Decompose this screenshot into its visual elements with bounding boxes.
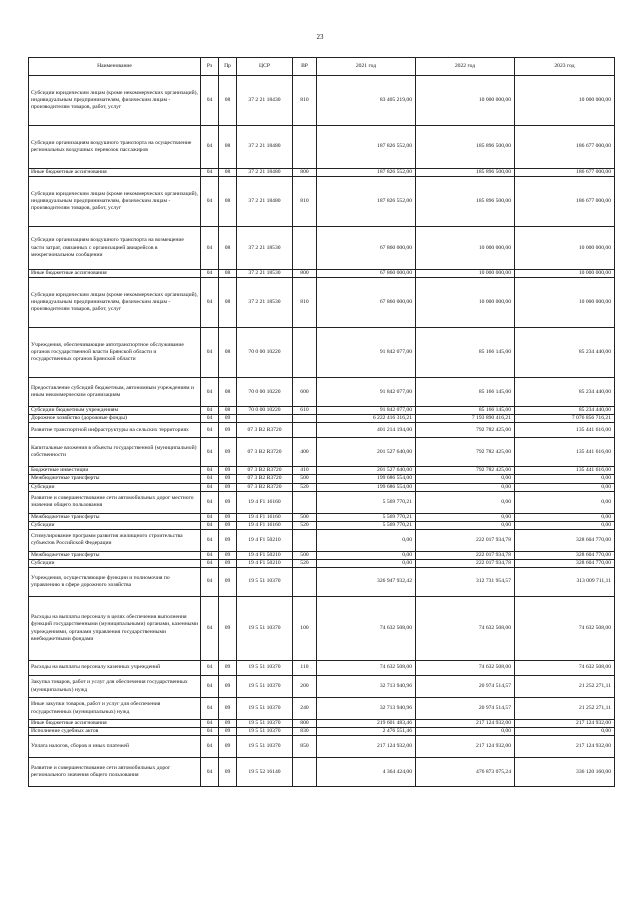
row-csr-cell: 70 0 00 10220 [237, 328, 293, 378]
row-2023-cell: 186 677 000,00 [515, 177, 615, 227]
table-row [29, 736, 615, 758]
table-row [29, 415, 615, 423]
row-2023-cell: 186 677 000,00 [515, 169, 615, 177]
row-2022-cell: 222 017 934,78 [416, 551, 515, 559]
header-2022: 2022 год [416, 58, 515, 76]
row-name-cell: Субсидии юридическим лицам (кроме некоммерческих организаций), индивидуальным предпринимателям, физическим лицам - производителям товаров, работ, услуг [29, 278, 201, 328]
row-2022-cell: 20 974 514,57 [416, 676, 515, 698]
row-vr-cell: 240 [293, 698, 317, 720]
row-pr-cell: 08 [219, 378, 237, 407]
table-row [29, 169, 615, 177]
row-2023-cell: 217 124 932,00 [515, 736, 615, 758]
row-vr-cell [293, 568, 317, 597]
row-csr-cell: 19 4 F1 50210 [237, 559, 293, 567]
row-2022-cell: 0,00 [416, 475, 515, 483]
row-pr-cell: 09 [219, 521, 237, 529]
row-vr-cell [293, 529, 317, 551]
row-rz-cell: 04 [201, 177, 219, 227]
row-vr-cell: 520 [293, 559, 317, 567]
row-2023-cell: 0,00 [515, 483, 615, 491]
row-rz-cell: 04 [201, 728, 219, 736]
row-2023-cell: 0,00 [515, 513, 615, 521]
row-2022-cell: 185 896 500,00 [416, 177, 515, 227]
row-2022-cell: 85 166 145,00 [416, 378, 515, 407]
row-csr-cell: 19 5 51 10370 [237, 720, 293, 728]
row-vr-cell: 600 [293, 378, 317, 407]
row-csr-cell: 37 2 21 18480 [237, 169, 293, 177]
row-name-cell: Субсидии юридическим лицам (кроме некоммерческих организаций), индивидуальным предпринимателям, физическим лицам - производителям товаров, работ, услуг [29, 76, 201, 126]
row-name-cell: Межбюджетные трансферты [29, 513, 201, 521]
table-row [29, 568, 615, 597]
row-name-cell: Капитальные вложения в объекты государственной (муниципальной) собственности [29, 438, 201, 467]
row-name-cell: Субсидии юридическим лицам (кроме некоммерческих организаций), индивидуальным предпринимателям, физическим лицам - производителям товаров, работ, услуг [29, 177, 201, 227]
row-csr-cell: 07 3 B2 R3720 [237, 483, 293, 491]
row-pr-cell: 08 [219, 328, 237, 378]
row-2023-cell: 313 009 711,11 [515, 568, 615, 597]
header-row [29, 58, 615, 76]
table-row [29, 559, 615, 567]
table-row [29, 529, 615, 551]
row-2021-cell: 2 476 551,46 [317, 728, 416, 736]
row-2022-cell: 20 974 514,57 [416, 698, 515, 720]
row-2023-cell: 135 441 616,00 [515, 423, 615, 438]
row-name-cell: Закупка товаров, работ и услуг для обеспечения государственных (муниципальных) нужд [29, 676, 201, 698]
row-csr-cell: 19 4 F1 50210 [237, 529, 293, 551]
row-2023-cell: 21 252 271,11 [515, 676, 615, 698]
row-2023-cell: 10 000 000,00 [515, 227, 615, 270]
row-2021-cell: 5 569 770,21 [317, 513, 416, 521]
row-2021-cell: 187 826 552,00 [317, 126, 416, 169]
row-csr-cell: 19 5 51 10370 [237, 698, 293, 720]
row-vr-cell: 520 [293, 521, 317, 529]
table-row [29, 483, 615, 491]
row-vr-cell [293, 423, 317, 438]
row-vr-cell: 200 [293, 676, 317, 698]
row-2022-cell: 222 017 934,78 [416, 559, 515, 567]
row-rz-cell: 04 [201, 415, 219, 423]
row-2022-cell: 0,00 [416, 491, 515, 513]
row-2023-cell: 10 000 000,00 [515, 76, 615, 126]
row-pr-cell: 09 [219, 597, 237, 661]
row-2022-cell: 792 782 425,00 [416, 438, 515, 467]
row-csr-cell: 19 4 F1 50210 [237, 551, 293, 559]
row-name-cell: Иные бюджетные ассигнования [29, 169, 201, 177]
row-2021-cell: 0,00 [317, 559, 416, 567]
row-vr-cell: 800 [293, 720, 317, 728]
row-csr-cell: 07 3 B2 R3720 [237, 475, 293, 483]
row-pr-cell: 08 [219, 270, 237, 278]
row-2021-cell: 5 569 770,21 [317, 491, 416, 513]
row-2023-cell: 85 234 440,00 [515, 407, 615, 415]
table-row [29, 76, 615, 126]
row-name-cell: Иные бюджетные ассигнования [29, 720, 201, 728]
header-2023: 2023 год [515, 58, 615, 76]
row-vr-cell: 500 [293, 513, 317, 521]
row-2021-cell: 32 713 940,96 [317, 698, 416, 720]
row-2023-cell: 135 441 616,00 [515, 438, 615, 467]
row-rz-cell: 04 [201, 227, 219, 270]
row-2021-cell: 67 860 000,00 [317, 270, 416, 278]
row-csr-cell: 07 3 B2 R3720 [237, 423, 293, 438]
row-pr-cell: 09 [219, 559, 237, 567]
row-rz-cell: 04 [201, 483, 219, 491]
row-pr-cell: 09 [219, 661, 237, 676]
row-2023-cell: 328 604 770,00 [515, 559, 615, 567]
row-2021-cell: 201 527 640,00 [317, 467, 416, 475]
row-rz-cell: 04 [201, 758, 219, 787]
row-pr-cell: 09 [219, 513, 237, 521]
row-2022-cell: 792 782 425,00 [416, 467, 515, 475]
row-vr-cell [293, 415, 317, 423]
row-2021-cell: 91 842 077,00 [317, 378, 416, 407]
row-vr-cell [293, 227, 317, 270]
row-pr-cell: 09 [219, 475, 237, 483]
row-2022-cell: 10 000 000,00 [416, 227, 515, 270]
header-2021: 2021 год [317, 58, 416, 76]
row-2023-cell: 74 632 508,00 [515, 661, 615, 676]
row-2022-cell: 185 896 500,00 [416, 169, 515, 177]
row-name-cell: Бюджетные инвестиции [29, 467, 201, 475]
row-vr-cell: 610 [293, 407, 317, 415]
row-vr-cell [293, 491, 317, 513]
row-2021-cell: 67 860 000,00 [317, 227, 416, 270]
row-name-cell: Иные бюджетные ассигнования [29, 270, 201, 278]
table-row [29, 728, 615, 736]
row-rz-cell: 04 [201, 513, 219, 521]
row-2023-cell: 74 632 508,00 [515, 597, 615, 661]
row-2023-cell: 21 252 271,11 [515, 698, 615, 720]
row-2022-cell: 85 166 145,00 [416, 407, 515, 415]
row-vr-cell: 830 [293, 728, 317, 736]
row-2022-cell: 312 731 954,57 [416, 568, 515, 597]
row-2021-cell: 217 124 932,00 [317, 736, 416, 758]
row-rz-cell: 04 [201, 423, 219, 438]
row-pr-cell: 09 [219, 467, 237, 475]
row-name-cell: Учреждения, обеспечивающие автотранспортное обслуживание органов государственной власти Брянской области и государственных органов Брянской области [29, 328, 201, 378]
row-2022-cell: 85 166 145,00 [416, 328, 515, 378]
row-2021-cell: 74 632 508,00 [317, 597, 416, 661]
row-csr-cell: 19 4 F1 16160 [237, 513, 293, 521]
row-rz-cell: 04 [201, 76, 219, 126]
table-row [29, 407, 615, 415]
row-rz-cell: 04 [201, 378, 219, 407]
row-pr-cell: 08 [219, 177, 237, 227]
row-vr-cell: 400 [293, 438, 317, 467]
row-name-cell: Межбюджетные трансферты [29, 475, 201, 483]
row-pr-cell: 09 [219, 676, 237, 698]
header-name: Наименование [29, 58, 201, 76]
row-vr-cell: 500 [293, 551, 317, 559]
row-name-cell: Развитие транспортной инфраструктуры на сельских территориях [29, 423, 201, 438]
table-row [29, 475, 615, 483]
row-2023-cell: 0,00 [515, 475, 615, 483]
row-rz-cell: 04 [201, 475, 219, 483]
table-row [29, 177, 615, 227]
row-rz-cell: 04 [201, 597, 219, 661]
row-csr-cell: 19 5 51 10370 [237, 661, 293, 676]
row-pr-cell: 08 [219, 126, 237, 169]
table-row [29, 378, 615, 407]
row-2021-cell: 201 527 640,00 [317, 438, 416, 467]
row-2022-cell: 185 896 500,00 [416, 126, 515, 169]
row-2023-cell: 0,00 [515, 521, 615, 529]
row-name-cell: Стимулирование программ развития жилищного строительства субъектов Российской Федерации [29, 529, 201, 551]
header-vr: ВР [293, 58, 317, 76]
row-name-cell: Расходы на выплаты персоналу в целях обеспечения выполнения функций государственными (муниципальными) органами, казенными учреждениями, органами управления государственными внебюджетными фондами [29, 597, 201, 661]
page-number: 23 [316, 33, 324, 41]
row-2021-cell: 401 214 194,00 [317, 423, 416, 438]
row-pr-cell: 08 [219, 278, 237, 328]
row-2021-cell: 187 826 552,00 [317, 177, 416, 227]
row-2022-cell: 792 782 425,00 [416, 423, 515, 438]
row-csr-cell: 19 5 51 10370 [237, 728, 293, 736]
row-pr-cell: 09 [219, 551, 237, 559]
row-rz-cell: 04 [201, 467, 219, 475]
row-2022-cell: 74 632 508,00 [416, 597, 515, 661]
row-csr-cell: 07 3 B2 R3720 [237, 438, 293, 467]
row-2022-cell: 10 000 000,00 [416, 278, 515, 328]
row-2023-cell: 328 604 770,00 [515, 529, 615, 551]
row-csr-cell: 37 2 21 18480 [237, 177, 293, 227]
row-2022-cell: 217 124 932,00 [416, 736, 515, 758]
row-2021-cell: 91 842 077,00 [317, 407, 416, 415]
row-csr-cell: 37 2 21 18480 [237, 126, 293, 169]
table-row [29, 698, 615, 720]
table-row [29, 328, 615, 378]
row-name-cell: Иные закупки товаров, работ и услуг для обеспечения государственных (муниципальных) нужд [29, 698, 201, 720]
row-2021-cell: 91 842 077,00 [317, 328, 416, 378]
row-rz-cell: 04 [201, 551, 219, 559]
row-rz-cell: 04 [201, 661, 219, 676]
row-pr-cell: 09 [219, 438, 237, 467]
row-2023-cell: 217 124 932,00 [515, 720, 615, 728]
row-rz-cell: 04 [201, 407, 219, 415]
header-pr: Пр [219, 58, 237, 76]
table-row [29, 551, 615, 559]
row-2022-cell: 0,00 [416, 728, 515, 736]
table-row [29, 758, 615, 787]
row-name-cell: Развитие и совершенствование сети автомобильных дорог регионального значения общего пользования [29, 758, 201, 787]
row-2022-cell: 74 632 508,00 [416, 661, 515, 676]
row-2023-cell: 10 000 000,00 [515, 270, 615, 278]
row-rz-cell: 04 [201, 676, 219, 698]
row-rz-cell: 04 [201, 126, 219, 169]
row-2023-cell: 0,00 [515, 728, 615, 736]
row-vr-cell: 500 [293, 475, 317, 483]
row-2022-cell: 0,00 [416, 521, 515, 529]
row-pr-cell: 08 [219, 227, 237, 270]
row-2021-cell: 219 601 483,46 [317, 720, 416, 728]
row-pr-cell: 09 [219, 758, 237, 787]
row-name-cell: Исполнение судебных актов [29, 728, 201, 736]
row-csr-cell: 19 5 52 16140 [237, 758, 293, 787]
row-rz-cell: 04 [201, 720, 219, 728]
row-2021-cell: 32 713 940,96 [317, 676, 416, 698]
row-vr-cell [293, 328, 317, 378]
row-rz-cell: 04 [201, 438, 219, 467]
table-row [29, 597, 615, 661]
row-2021-cell: 67 860 000,00 [317, 278, 416, 328]
row-name-cell: Субсидии организациям воздушного транспорта на возмещение части затрат, связанных с организацией авиарейсов в межрегиональном сообщении [29, 227, 201, 270]
row-csr-cell: 19 5 51 10370 [237, 568, 293, 597]
row-2022-cell: 222 017 934,78 [416, 529, 515, 551]
table-row [29, 661, 615, 676]
row-csr-cell: 07 3 B2 R3720 [237, 467, 293, 475]
table-row [29, 513, 615, 521]
row-2023-cell: 85 234 440,00 [515, 378, 615, 407]
row-csr-cell: 37 2 21 18530 [237, 278, 293, 328]
row-csr-cell: 19 4 F1 16160 [237, 521, 293, 529]
header-rz: Рз [201, 58, 219, 76]
row-name-cell: Расходы на выплаты персоналу казенных учреждений [29, 661, 201, 676]
row-2021-cell: 74 632 508,00 [317, 661, 416, 676]
row-2023-cell: 336 120 160,00 [515, 758, 615, 787]
row-rz-cell: 04 [201, 278, 219, 328]
row-rz-cell: 04 [201, 568, 219, 597]
row-name-cell: Субсидии бюджетным учреждениям [29, 407, 201, 415]
table-row [29, 521, 615, 529]
row-vr-cell: 520 [293, 483, 317, 491]
row-pr-cell: 08 [219, 407, 237, 415]
row-pr-cell: 09 [219, 483, 237, 491]
row-name-cell: Дорожное хозяйство (дорожные фонды) [29, 415, 201, 423]
table-row [29, 467, 615, 475]
row-pr-cell: 08 [219, 76, 237, 126]
row-2021-cell: 187 826 552,00 [317, 169, 416, 177]
table-row [29, 423, 615, 438]
budget-table [28, 57, 615, 787]
row-vr-cell [293, 126, 317, 169]
row-csr-cell: 70 0 00 10220 [237, 407, 293, 415]
row-vr-cell: 810 [293, 278, 317, 328]
row-2023-cell: 10 000 000,00 [515, 278, 615, 328]
row-rz-cell: 04 [201, 559, 219, 567]
row-rz-cell: 04 [201, 328, 219, 378]
row-csr-cell: 37 2 21 18530 [237, 270, 293, 278]
row-2023-cell: 186 677 000,00 [515, 126, 615, 169]
row-2021-cell: 326 947 932,42 [317, 568, 416, 597]
row-2021-cell: 199 686 554,00 [317, 475, 416, 483]
row-pr-cell: 09 [219, 423, 237, 438]
row-name-cell: Межбюджетные трансферты [29, 551, 201, 559]
row-rz-cell: 04 [201, 270, 219, 278]
row-rz-cell: 04 [201, 521, 219, 529]
row-name-cell: Субсидии [29, 521, 201, 529]
row-2023-cell: 328 604 770,00 [515, 551, 615, 559]
row-rz-cell: 04 [201, 736, 219, 758]
row-pr-cell: 08 [219, 169, 237, 177]
row-name-cell: Учреждения, осуществляющие функции и полномочия по управлению в сфере дорожного хозяйства [29, 568, 201, 597]
row-2021-cell: 4 364 424,00 [317, 758, 416, 787]
row-name-cell: Субсидии [29, 483, 201, 491]
row-2022-cell: 0,00 [416, 513, 515, 521]
row-csr-cell: 19 5 51 10370 [237, 597, 293, 661]
row-2021-cell: 6 222 416 316,21 [317, 415, 416, 423]
row-2022-cell: 0,00 [416, 483, 515, 491]
row-pr-cell: 09 [219, 720, 237, 728]
table-row [29, 227, 615, 270]
row-vr-cell: 800 [293, 169, 317, 177]
row-2021-cell: 0,00 [317, 551, 416, 559]
row-vr-cell: 110 [293, 661, 317, 676]
row-csr-cell: 19 5 51 10370 [237, 736, 293, 758]
row-2022-cell: 10 000 000,00 [416, 76, 515, 126]
row-rz-cell: 04 [201, 529, 219, 551]
row-2022-cell: 10 000 000,00 [416, 270, 515, 278]
row-name-cell: Субсидии организациям воздушного транспорта на осуществление региональных воздушных перевозок пассажиров [29, 126, 201, 169]
row-2022-cell: 7 193 890 416,21 [416, 415, 515, 423]
row-2023-cell: 0,00 [515, 491, 615, 513]
row-2023-cell: 85 234 440,00 [515, 328, 615, 378]
row-rz-cell: 04 [201, 698, 219, 720]
row-vr-cell: 800 [293, 270, 317, 278]
row-csr-cell: 19 4 F1 16160 [237, 491, 293, 513]
row-name-cell: Субсидии [29, 559, 201, 567]
table-row [29, 126, 615, 169]
row-rz-cell: 04 [201, 491, 219, 513]
row-name-cell: Уплата налогов, сборов и иных платежей [29, 736, 201, 758]
row-csr-cell: 70 0 00 10220 [237, 378, 293, 407]
row-vr-cell [293, 758, 317, 787]
row-pr-cell: 09 [219, 491, 237, 513]
row-2023-cell: 7 076 856 716,21 [515, 415, 615, 423]
table-row [29, 720, 615, 728]
row-2021-cell: 83 405 219,00 [317, 76, 416, 126]
row-2022-cell: 217 124 932,00 [416, 720, 515, 728]
row-2022-cell: 476 873 075,24 [416, 758, 515, 787]
row-vr-cell: 810 [293, 76, 317, 126]
row-pr-cell: 09 [219, 728, 237, 736]
row-pr-cell: 09 [219, 698, 237, 720]
row-vr-cell: 410 [293, 467, 317, 475]
row-pr-cell: 09 [219, 529, 237, 551]
row-csr-cell: 37 2 21 18430 [237, 76, 293, 126]
row-2023-cell: 135 441 616,00 [515, 467, 615, 475]
row-pr-cell: 09 [219, 736, 237, 758]
header-csr: ЦСР [237, 58, 293, 76]
row-rz-cell: 04 [201, 169, 219, 177]
row-name-cell: Развитие и совершенствование сети автомобильных дорог местного значения общего пользования [29, 491, 201, 513]
row-2021-cell: 0,00 [317, 529, 416, 551]
row-vr-cell: 850 [293, 736, 317, 758]
table-row [29, 676, 615, 698]
row-csr-cell [237, 415, 293, 423]
row-csr-cell: 37 2 21 18530 [237, 227, 293, 270]
row-2021-cell: 199 686 554,00 [317, 483, 416, 491]
row-pr-cell: 09 [219, 568, 237, 597]
row-csr-cell: 19 5 51 10370 [237, 676, 293, 698]
table-row [29, 491, 615, 513]
row-2021-cell: 5 569 770,21 [317, 521, 416, 529]
table-row [29, 270, 615, 278]
table-row [29, 278, 615, 328]
row-name-cell: Предоставление субсидий бюджетным, автономным учреждениям и иным некоммерческим организациям [29, 378, 201, 407]
row-vr-cell: 100 [293, 597, 317, 661]
row-vr-cell: 810 [293, 177, 317, 227]
row-pr-cell: 09 [219, 415, 237, 423]
table-row [29, 438, 615, 467]
